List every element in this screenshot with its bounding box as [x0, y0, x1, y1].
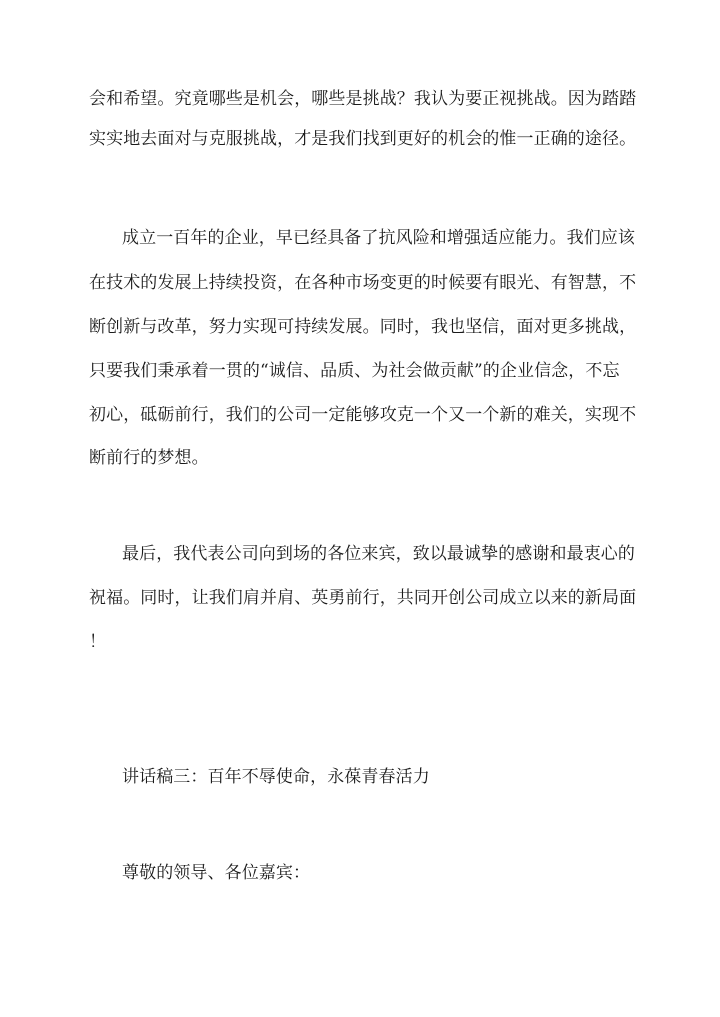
paragraph-line: 断前行的梦想。 — [89, 448, 209, 468]
paragraph-line: 最后，我代表公司向到场的各位来宾，致以最诚挚的感谢和最衷心的 — [122, 544, 635, 564]
salutation: 尊敬的领导、各位嘉宾： — [122, 863, 311, 883]
paragraph-line: 断创新与改革，努力实现可持续发展。同时，我也坚信，面对更多挑战， — [89, 317, 637, 337]
paragraph-line: 会和希望。究竟哪些是机会，哪些是挑战？我认为要正视挑战。因为踏踏 — [89, 89, 637, 109]
paragraph-line: 初心，砥砺前行，我们的公司一定能够攻克一个又一个新的难关，实现不 — [89, 405, 637, 425]
paragraph-line: ！ — [89, 632, 107, 652]
paragraph-line: 只要我们秉承着一贯的“诚信、品质、为社会做贡献”的企业信念，不忘 — [89, 361, 620, 381]
section-heading: 讲话稿三：百年不辱使命，永葆青春活力 — [122, 767, 430, 787]
paragraph-line: 成立一百年的企业，早已经具备了抗风险和增强适应能力。我们应该 — [122, 228, 635, 248]
paragraph-line: 在技术的发展上持续投资，在各种市场变更的时候要有眼光、有智慧，不 — [89, 273, 637, 293]
paragraph-line: 实实地去面对与克服挑战，才是我们找到更好的机会的惟一正确的途径。 — [89, 129, 637, 149]
paragraph-line: 祝福。同时，让我们肩并肩、英勇前行，共同开创公司成立以来的新局面 — [89, 588, 637, 608]
